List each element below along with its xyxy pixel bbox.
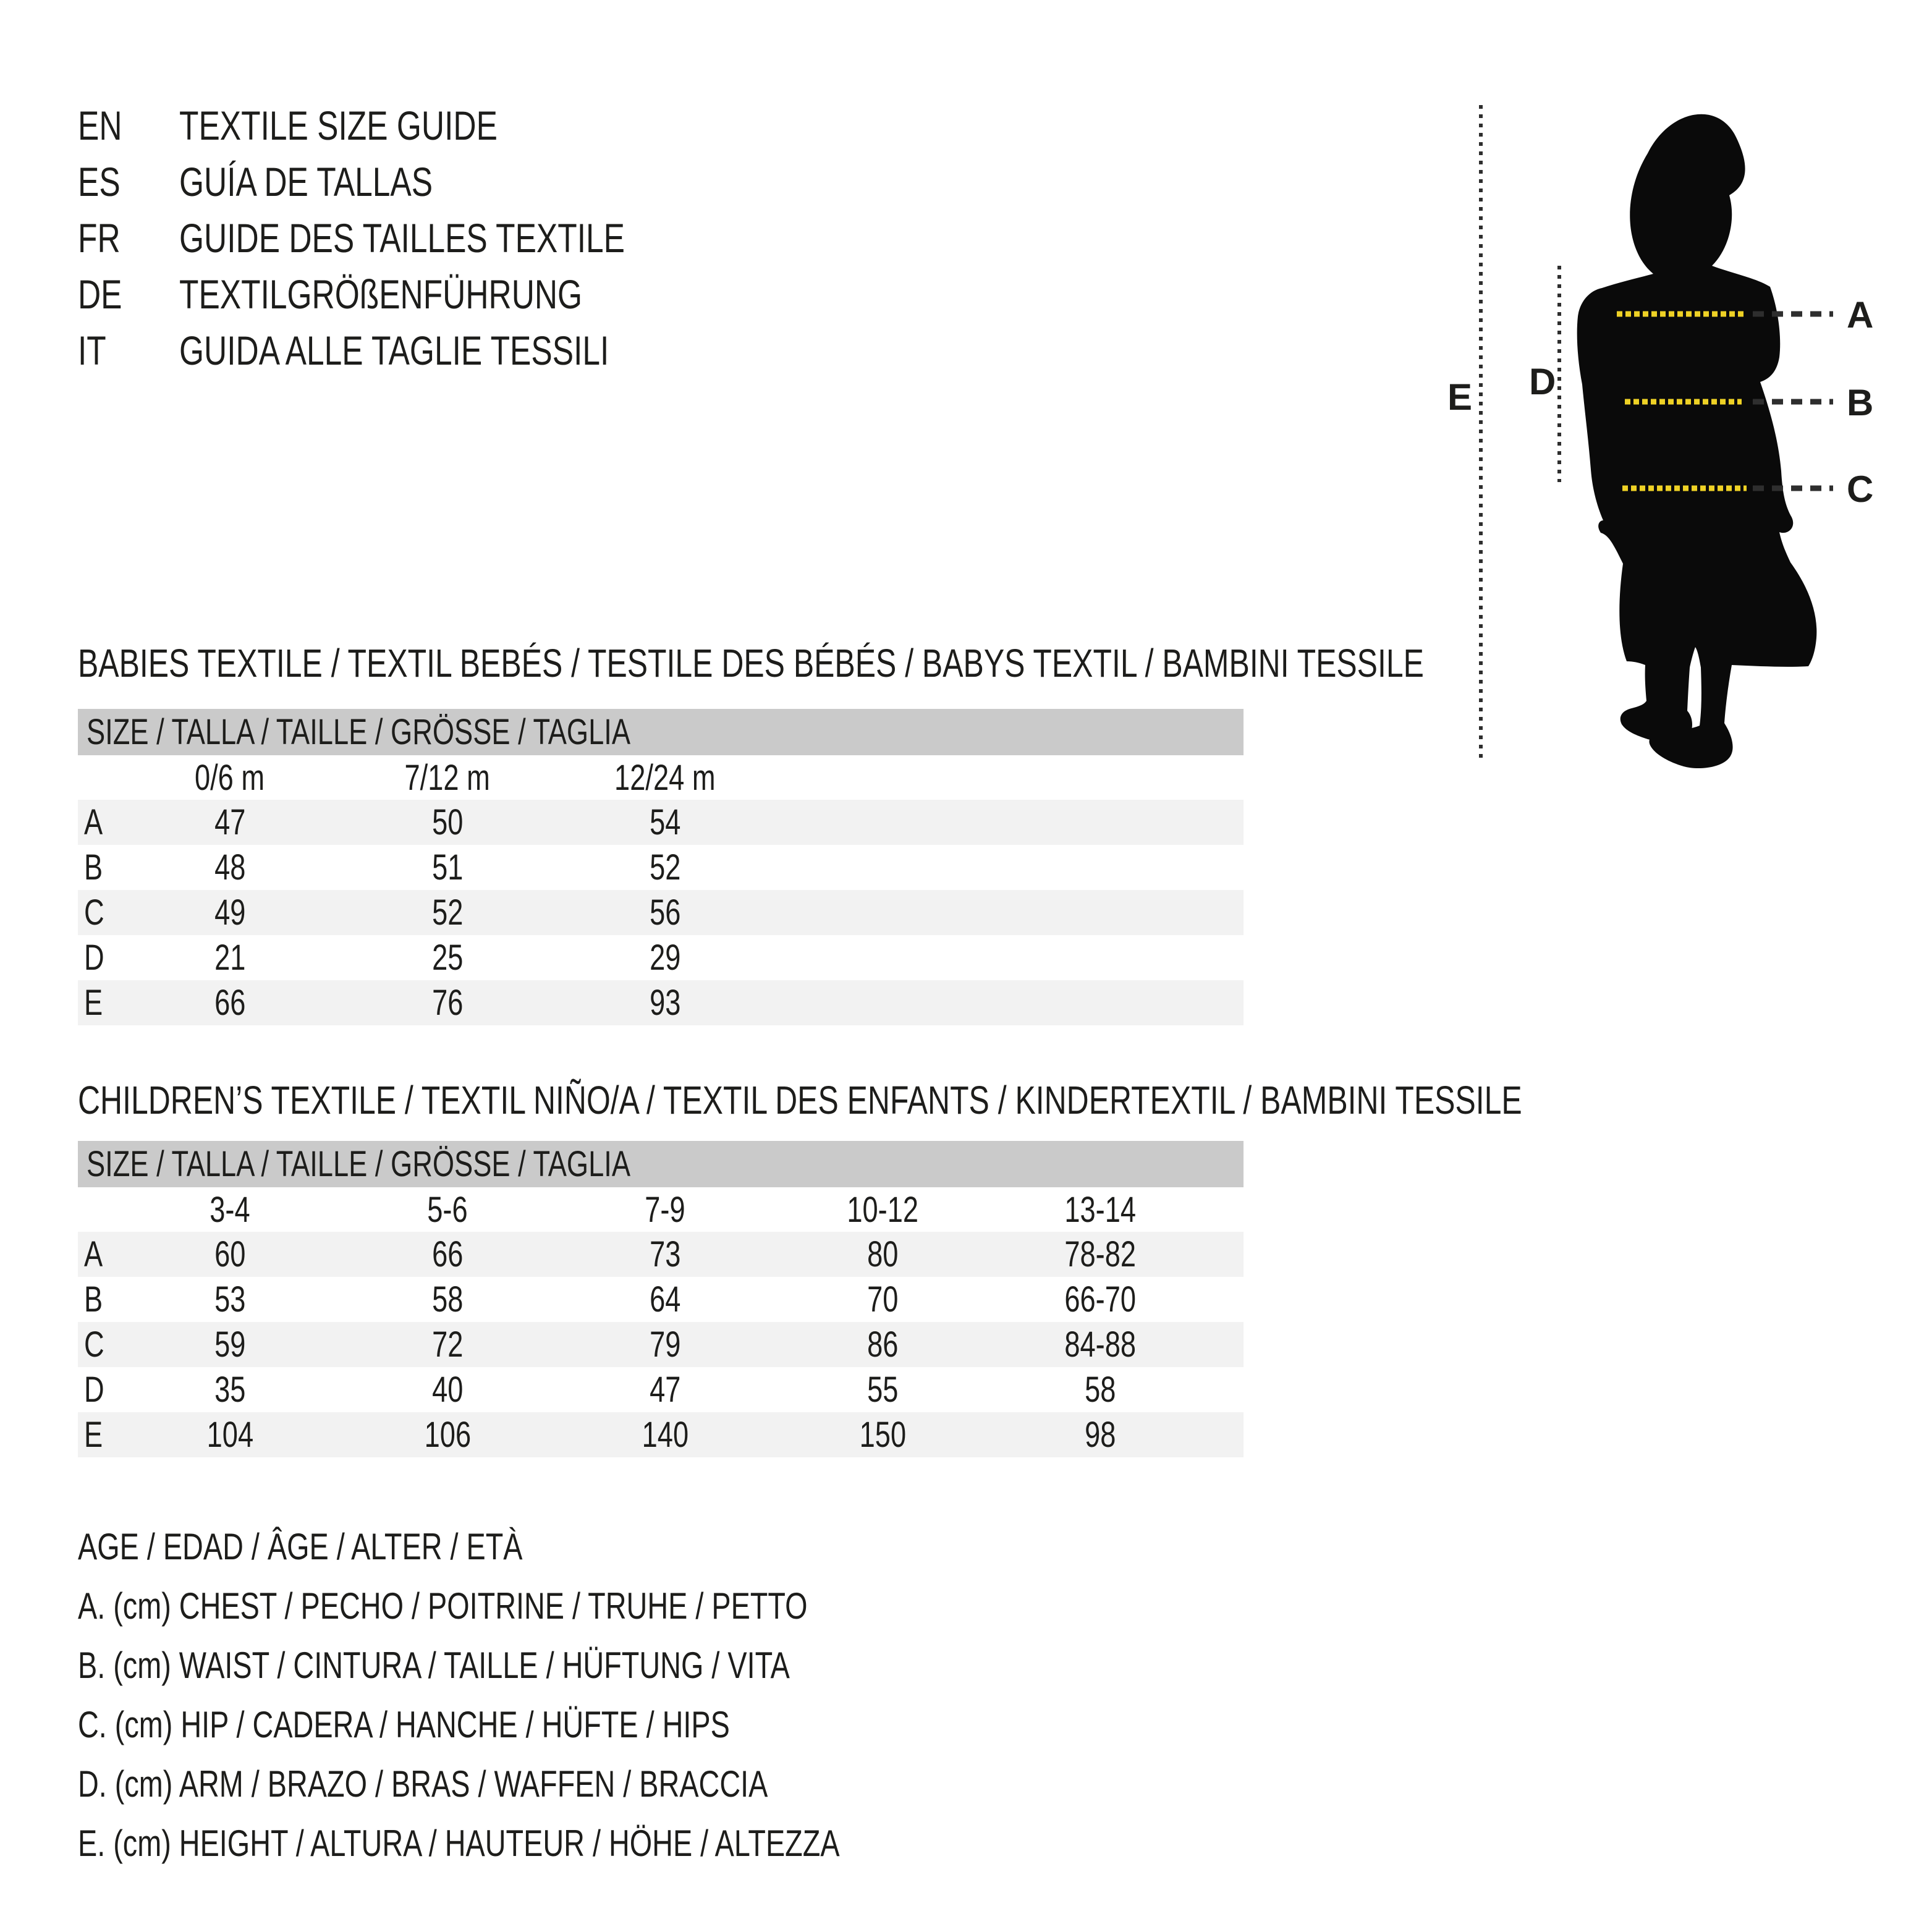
table-cell: 84-88 <box>1064 1324 1136 1365</box>
language-code: FR <box>78 215 121 261</box>
column-header: 7-9 <box>645 1189 685 1230</box>
table-cell: 106 <box>424 1415 471 1455</box>
legend-height: E. (cm) HEIGHT / ALTURA / HAUTEUR / HÖHE / ALTEZZA <box>78 1823 840 1864</box>
table-cell: 50 <box>431 802 464 842</box>
guide-title-en: TEXTILE SIZE GUIDE <box>179 103 498 148</box>
table-cell: 150 <box>859 1415 906 1455</box>
children-size-table <box>78 1141 1244 1457</box>
figure-label-a: A <box>1847 294 1874 336</box>
row-label: A <box>84 802 103 842</box>
table-cell: 64 <box>649 1279 681 1320</box>
size-header-label: SIZE / TALLA / TAILLE / GRÖSSE / TAGLIA <box>87 712 631 752</box>
legend-chest: A. (cm) CHEST / PECHO / POITRINE / TRUHE / PETTO <box>78 1585 808 1627</box>
language-row-it <box>78 323 751 379</box>
babies-table-header-bar <box>78 709 1244 755</box>
table-row <box>78 935 1244 980</box>
language-row-en <box>78 98 751 154</box>
language-row-fr <box>78 210 751 266</box>
legend-hip: C. (cm) HIP / CADERA / HANCHE / HÜFTE / HIPS <box>78 1704 730 1745</box>
table-cell: 98 <box>1084 1415 1116 1455</box>
babies-section-title: BABIES TEXTILE / TEXTIL BEBÉS / TESTILE DES BÉBÉS / BABYS TEXTIL / BAMBINI TESSILE <box>78 641 1424 685</box>
guide-title-it: GUIDA ALLE TAGLIE TESSILI <box>179 328 609 373</box>
table-cell: 86 <box>866 1324 899 1365</box>
children-table-header-bar <box>78 1141 1244 1187</box>
measurement-figure <box>1440 93 1932 803</box>
size-header-label: SIZE / TALLA / TAILLE / GRÖSSE / TAGLIA <box>87 1144 631 1184</box>
column-header: 13-14 <box>1064 1189 1136 1230</box>
language-code: IT <box>78 328 106 373</box>
table-cell: 40 <box>431 1370 464 1410</box>
table-cell: 93 <box>649 983 681 1023</box>
table-cell: 104 <box>206 1415 253 1455</box>
table-cell: 29 <box>649 938 681 978</box>
language-code: ES <box>78 159 121 205</box>
table-row <box>78 1322 1244 1367</box>
table-cell: 58 <box>1084 1370 1116 1410</box>
row-label: B <box>84 847 103 888</box>
table-cell: 78-82 <box>1064 1234 1136 1274</box>
babies-size-table <box>78 709 1244 1025</box>
table-row <box>78 1232 1244 1277</box>
table-cell: 47 <box>649 1370 681 1410</box>
table-row <box>78 1367 1244 1412</box>
language-code: DE <box>78 271 122 317</box>
table-cell: 66 <box>214 983 246 1023</box>
table-cell: 66 <box>431 1234 464 1274</box>
table-cell: 51 <box>431 847 464 888</box>
measurement-legend <box>78 1517 1054 1873</box>
children-section-title: CHILDREN’S TEXTILE / TEXTIL NIÑO/A / TEXTIL DES ENFANTS / KINDERTEXTIL / BAMBINI TESSILE <box>78 1078 1522 1122</box>
row-label: E <box>84 983 103 1023</box>
table-row <box>78 800 1244 845</box>
language-code: EN <box>78 103 122 148</box>
column-header: 5-6 <box>427 1189 468 1230</box>
table-cell: 56 <box>649 892 681 933</box>
row-label: D <box>84 938 104 978</box>
table-row <box>78 1277 1244 1322</box>
figure-label-e: E <box>1447 376 1473 418</box>
table-cell: 76 <box>431 983 464 1023</box>
column-header: 7/12 m <box>404 757 491 798</box>
table-cell: 21 <box>214 938 246 978</box>
row-label: C <box>84 892 104 933</box>
column-header: 12/24 m <box>614 757 716 798</box>
table-cell: 35 <box>214 1370 246 1410</box>
table-cell: 54 <box>649 802 681 842</box>
table-cell: 73 <box>649 1234 681 1274</box>
table-row <box>78 845 1244 890</box>
legend-arm: D. (cm) ARM / BRAZO / BRAS / WAFFEN / BRACCIA <box>78 1763 768 1805</box>
table-cell: 52 <box>431 892 464 933</box>
figure-label-d: D <box>1529 361 1556 402</box>
table-cell: 80 <box>866 1234 899 1274</box>
column-header: 3-4 <box>210 1189 250 1230</box>
table-cell: 58 <box>431 1279 464 1320</box>
table-cell: 66-70 <box>1064 1279 1136 1320</box>
table-cell: 72 <box>431 1324 464 1365</box>
children-column-headers <box>78 1187 1244 1232</box>
guide-title-de: TEXTILGRÖßENFÜHRUNG <box>179 271 583 317</box>
table-cell: 60 <box>214 1234 246 1274</box>
row-label: B <box>84 1279 103 1320</box>
table-cell: 48 <box>214 847 246 888</box>
figure-label-c: C <box>1847 468 1874 510</box>
table-cell: 79 <box>649 1324 681 1365</box>
table-cell: 49 <box>214 892 246 933</box>
table-row <box>78 1412 1244 1457</box>
language-row-es <box>78 154 751 210</box>
language-row-de <box>78 266 751 323</box>
legend-age: AGE / EDAD / ÂGE / ALTER / ETÀ <box>78 1526 523 1567</box>
row-label: C <box>84 1324 104 1365</box>
table-cell: 52 <box>649 847 681 888</box>
guide-title-es: GUÍA DE TALLAS <box>179 159 433 205</box>
table-cell: 59 <box>214 1324 246 1365</box>
table-cell: 55 <box>866 1370 899 1410</box>
column-header: 0/6 m <box>195 757 265 798</box>
guide-title-fr: GUIDE DES TAILLES TEXTILE <box>179 215 625 261</box>
figure-label-b: B <box>1847 382 1874 423</box>
row-label: A <box>84 1234 103 1274</box>
table-cell: 25 <box>431 938 464 978</box>
legend-waist: B. (cm) WAIST / CINTURA / TAILLE / HÜFTUNG / VITA <box>78 1645 790 1686</box>
row-label: E <box>84 1415 103 1455</box>
table-row <box>78 890 1244 935</box>
row-label: D <box>84 1370 104 1410</box>
column-header: 10-12 <box>847 1189 918 1230</box>
table-cell: 70 <box>866 1279 899 1320</box>
language-list <box>78 98 751 379</box>
table-cell: 47 <box>214 802 246 842</box>
table-cell: 140 <box>642 1415 688 1455</box>
babies-column-headers <box>78 755 1244 800</box>
table-cell: 53 <box>214 1279 246 1320</box>
table-row <box>78 980 1244 1025</box>
